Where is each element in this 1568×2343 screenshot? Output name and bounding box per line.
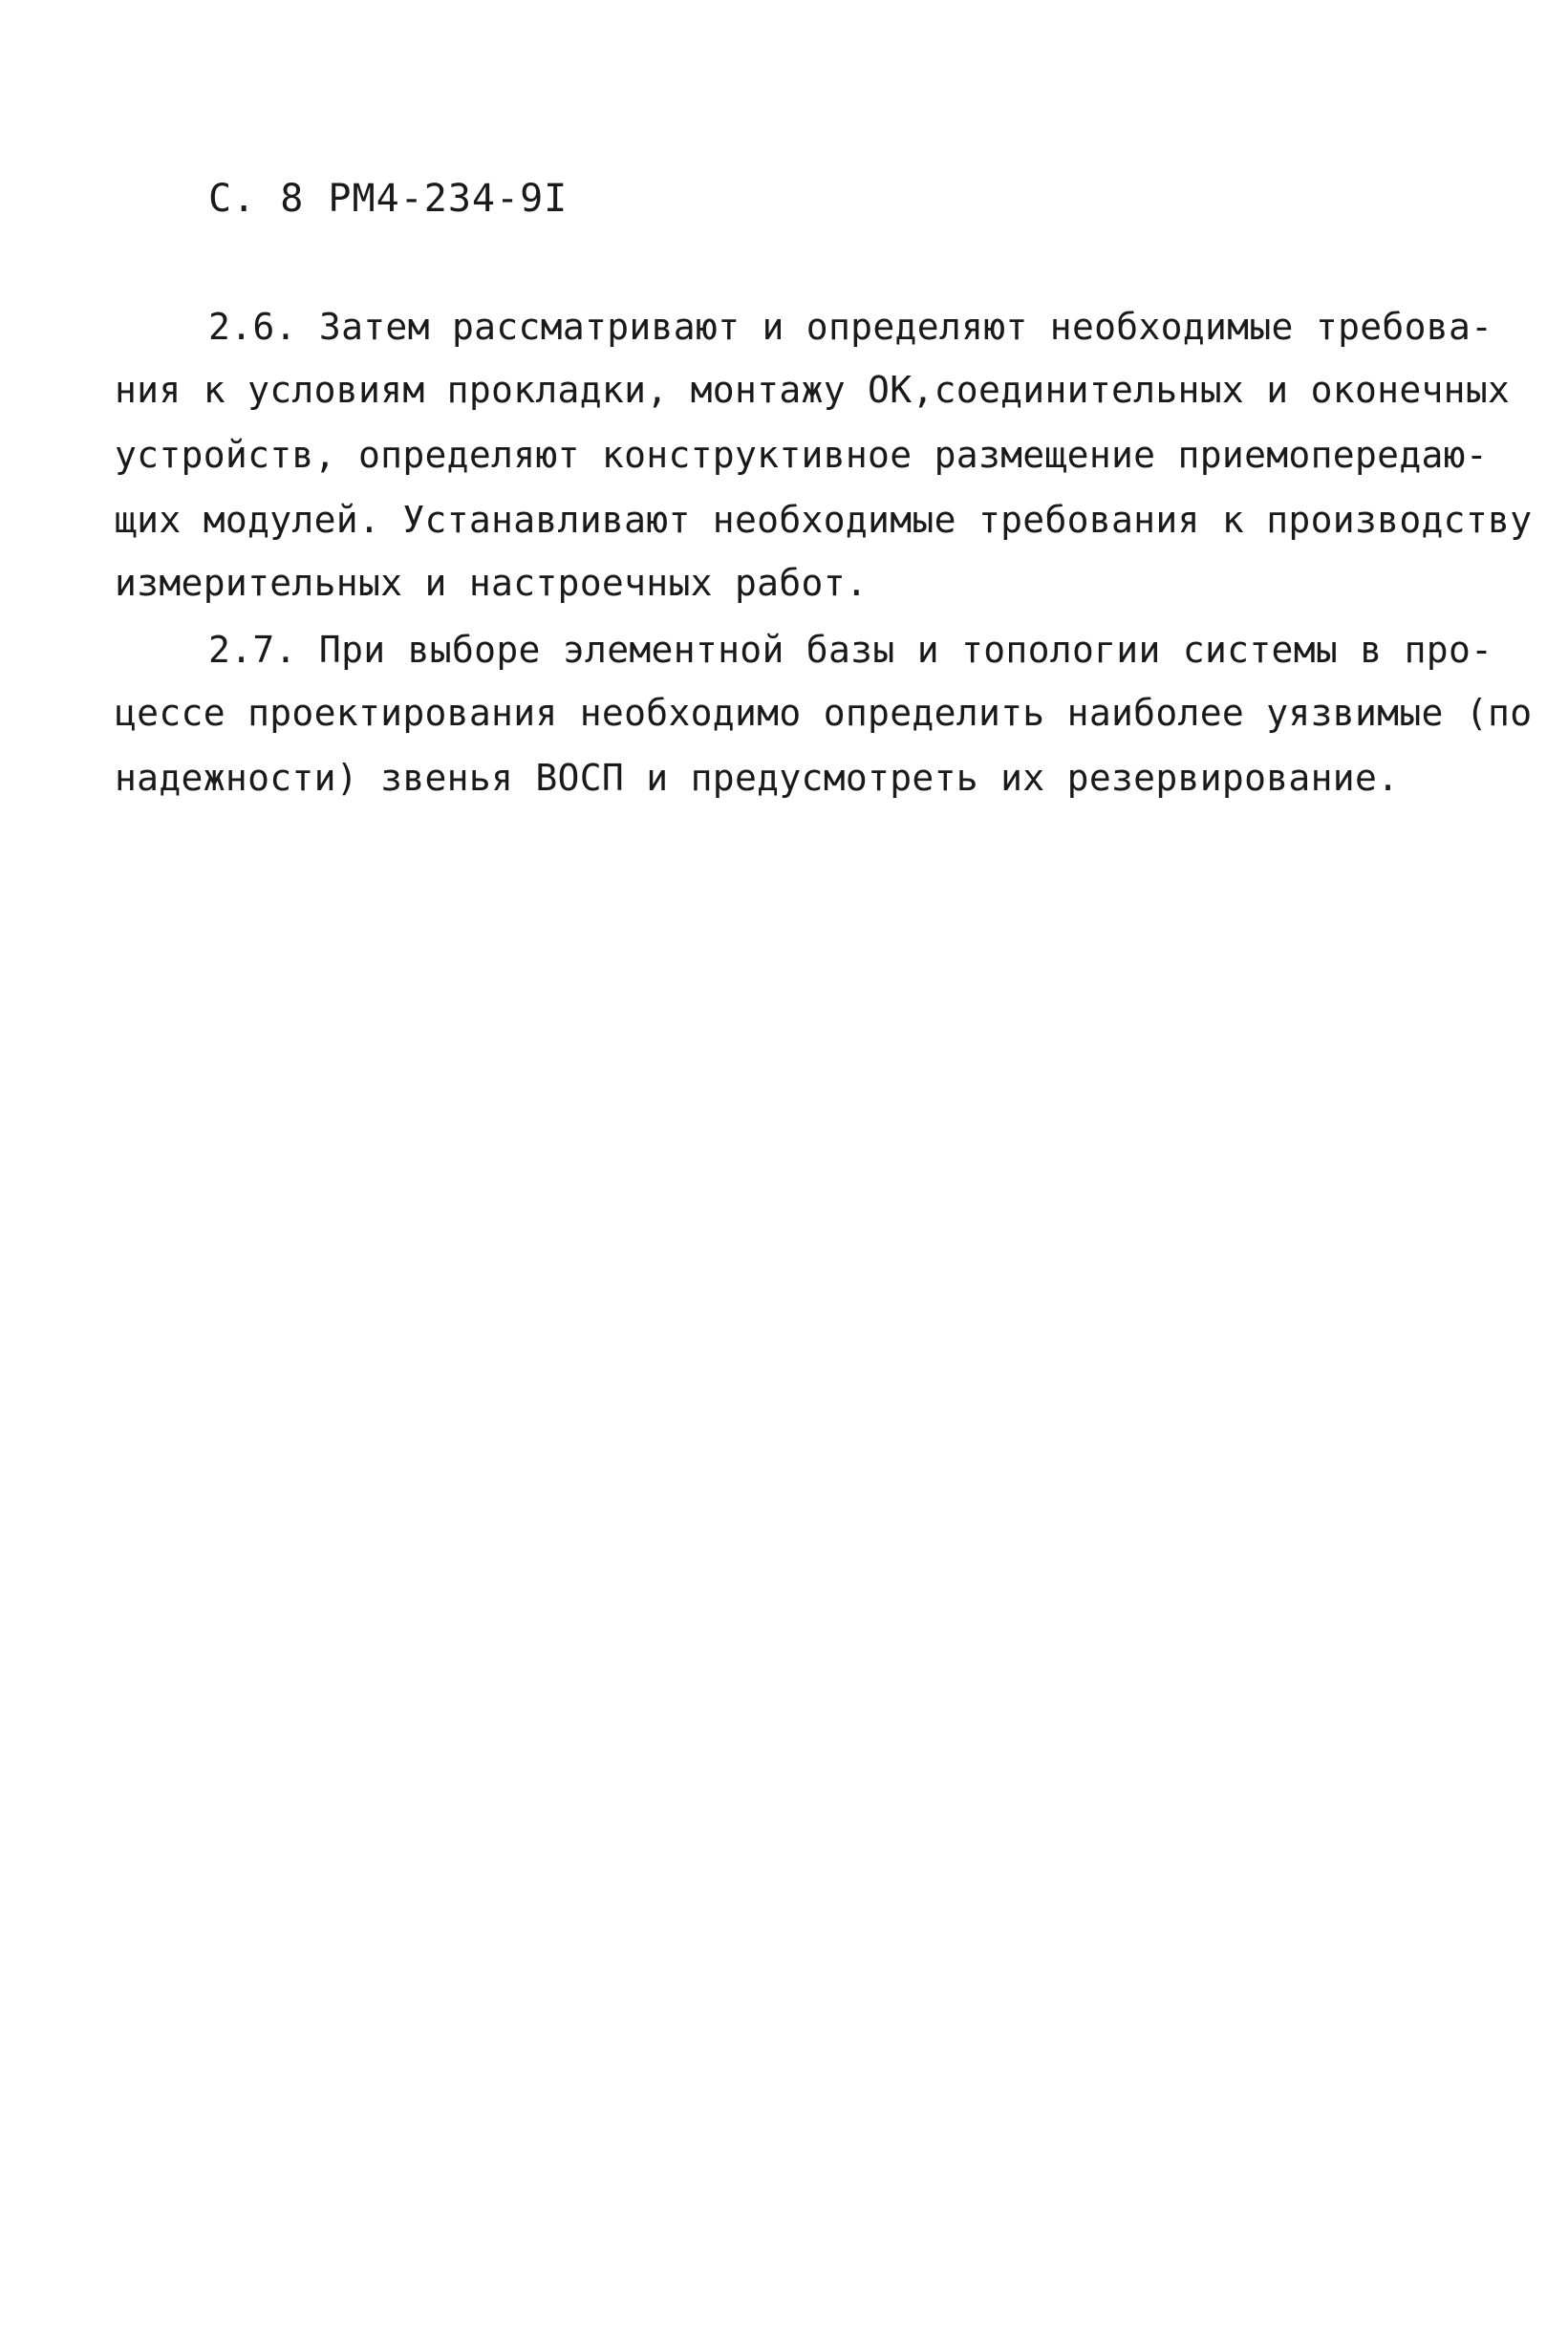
paragraph-line: устройств, определяют конструктивное размещение приемопередаю- (115, 434, 1489, 476)
paragraph-line: надежности) звенья ВОСП и предусмотреть их резервирование. (115, 757, 1400, 799)
paragraph-line: измерительных и настроечных работ. (115, 562, 869, 604)
paragraph-line: ния к условиям прокладки, монтажу ОК,соединительных и оконечных (115, 369, 1511, 411)
page-header: С. 8 РМ4-234-9I (208, 177, 569, 221)
paragraph-line: 2.6. Затем рассматривают и определяют необходимые требова- (208, 306, 1493, 348)
paragraph-line: цессе проектирования необходимо определить наиболее уязвимые (по (115, 692, 1533, 734)
paragraph-line: щих модулей. Устанавливают необходимые требования к производству (115, 499, 1533, 541)
paragraph-line: 2.7. При выборе элементной базы и топологии системы в про- (208, 629, 1493, 671)
